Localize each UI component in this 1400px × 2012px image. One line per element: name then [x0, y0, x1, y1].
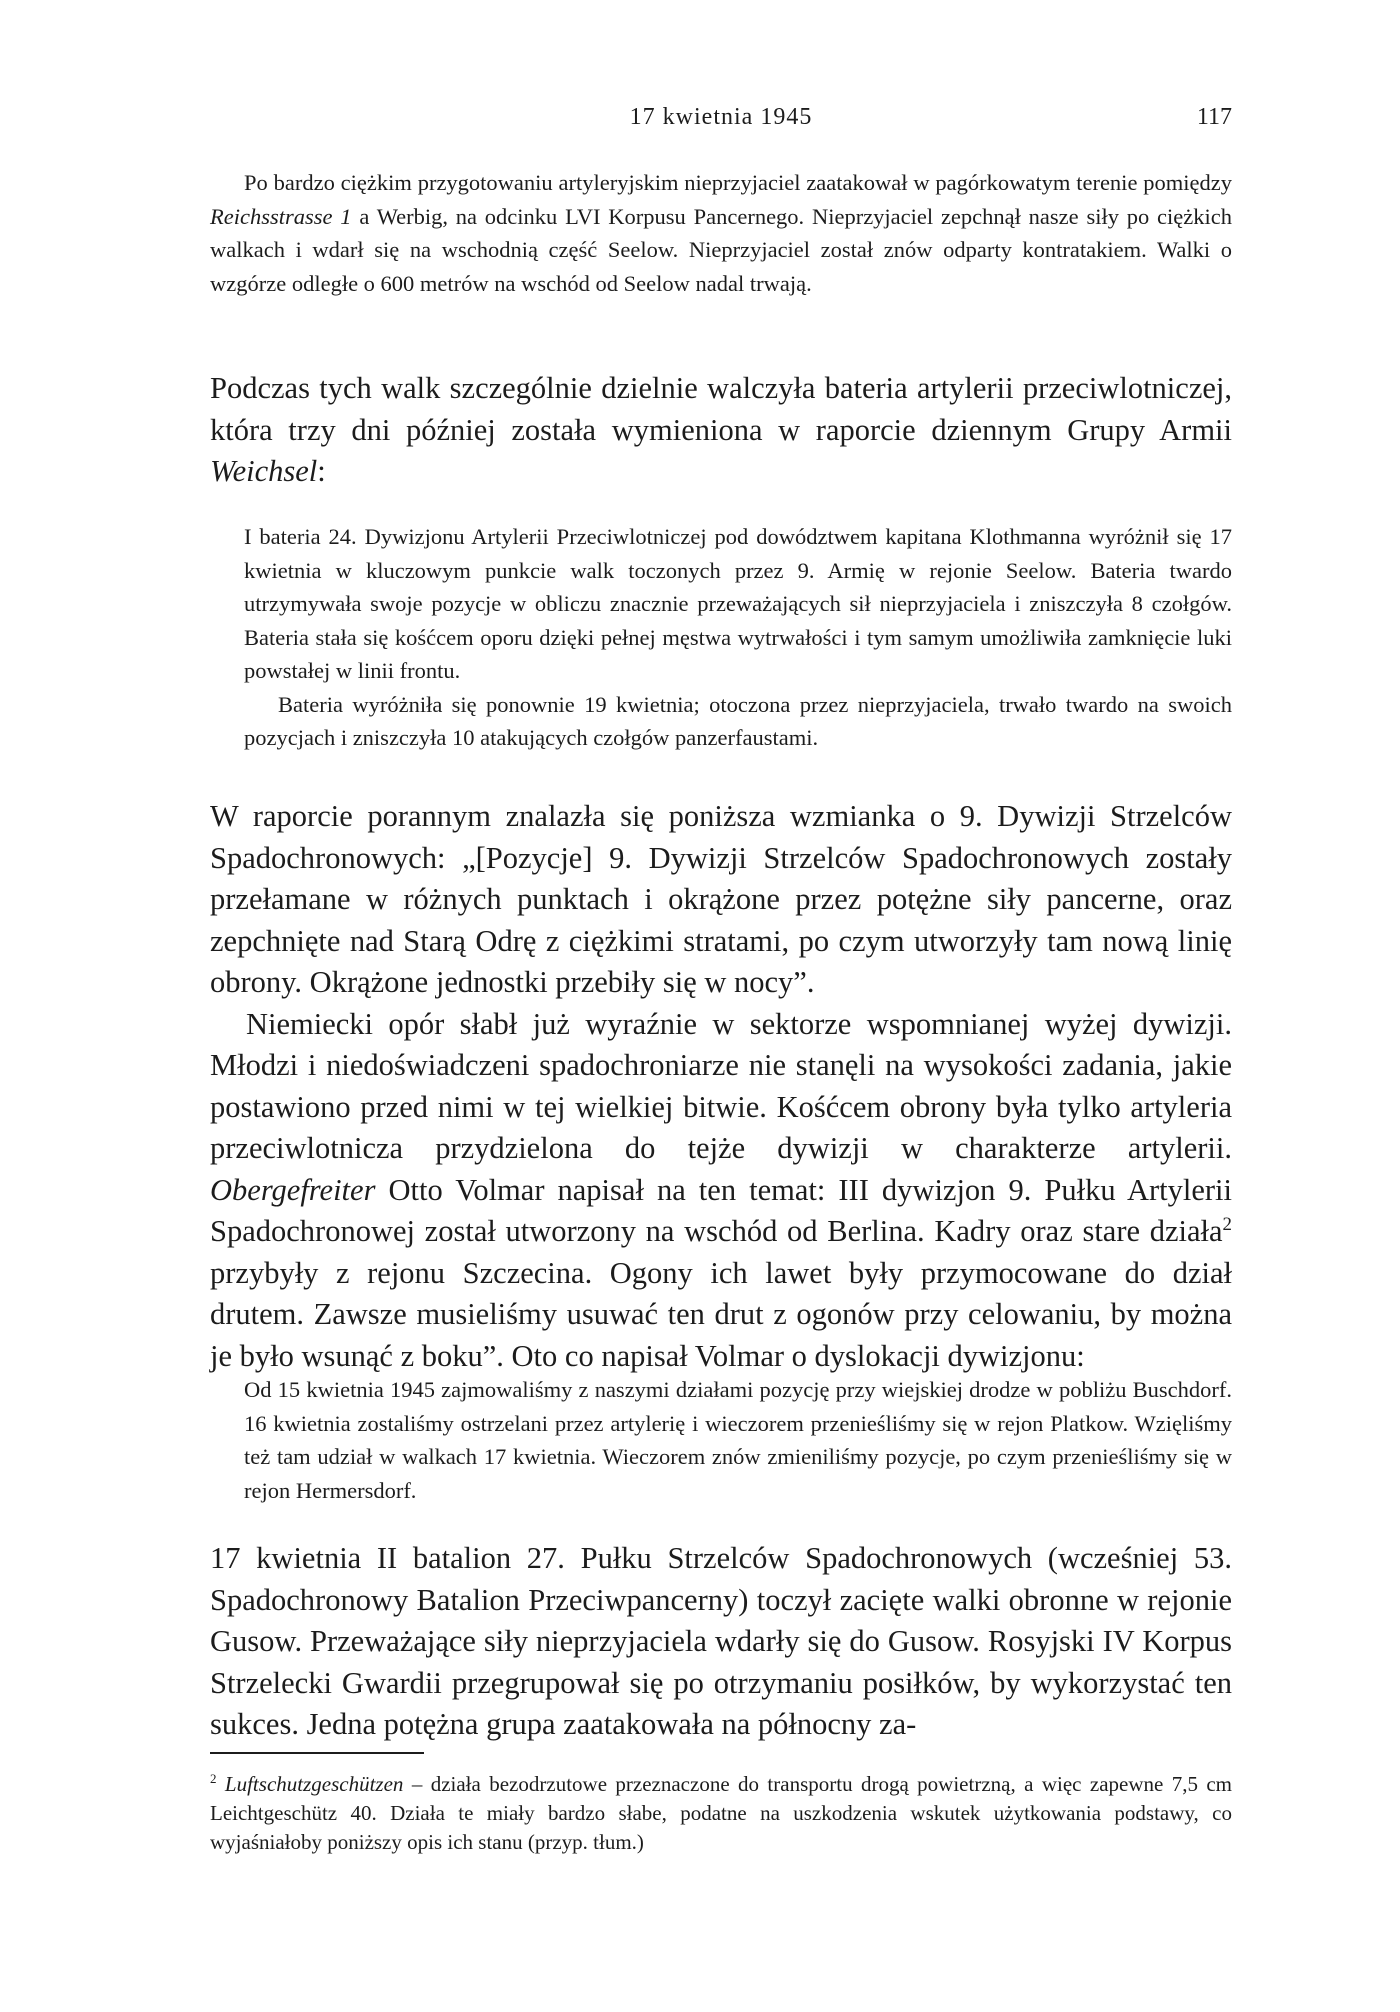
quote-paragraph: Bateria wyróżniła się ponownie 19 kwietnia; otoczona przez nieprzyjaciela, trwało twardo na swoich pozycjach i zniszczyła 10 atakujących czołgów panzerfaustami.: [244, 691, 1232, 750]
body-paragraph: Podczas tych walk szczególnie dzielnie walczyła bateria artylerii przeciwlotniczej, która trzy dni później została wymieniona w raporcie dziennym Grupy Armii Weichsel:: [210, 371, 1232, 488]
italic-term: Obergefreiter: [210, 1172, 376, 1207]
italic-term: Weichsel: [210, 454, 318, 488]
body-paragraph-1: [210, 368, 1232, 493]
block-quote-report: [210, 166, 1232, 300]
body-paragraph: Niemiecki opór słabł już wyraźnie w sektorze wspomnianej wyżej dywizji. Młodzi i niedoświadczeni spadochroniarze nie stanęli na wysokości zadania, jakie postawiono przed nimi w tej wielkiej bitwie. Kośćcem obrony była tylko artyleria przeciwlotnicza przydzielona do tejże dywizji w charakterze artylerii. Obergefreiter Otto Volmar napisał na ten temat: III dywizjon 9. Pułku Artylerii Spadochronowej został utworzony na wschód od Berlina. Kadry oraz stare działa$^2$ przybyły z rejonu Szczecina. Ogony ich lawet były przymocowane do dział drutem. Zawsze musieliśmy usuwać ten drut z ogonów przy celowaniu, by można je było wsunąć z boku”. Oto co napisał Volmar o dyslokacji dywizjonu:: [210, 1006, 1232, 1373]
footnote-reference: 2: [1222, 1213, 1232, 1235]
running-head: 17 kwietnia 1945: [629, 104, 813, 130]
quote-paragraph: Po bardzo ciężkim przygotowaniu artyleryjskim nieprzyjaciel zaatakował w pagórkowatym terenie pomiędzy Reichsstrasse 1 a Werbig, na odcinku LVI Korpusu Pancernego. Nieprzyjaciel zepchnął nasze siły po ciężkich walkach i wdarł się na wschodnią część Seelow. Nieprzyjaciel został znów odparty kontratakiem. Walki o wzgórze odległe o 600 metrów na wschód od Seelow nadal trwają.: [210, 170, 1232, 296]
page-number: 117: [1196, 104, 1232, 130]
body-paragraph-4: [210, 1538, 1232, 1746]
body-paragraph: W raporcie porannym znalazła się poniższa wzmianka o 9. Dywizji Strzelców Spadochronowych: „[Pozycje] 9. Dywizji Strzelców Spadochronowych zostały przełamane w różnych punktach i okrążone przez potężne siły pancerne, oraz zepchnięte nad Starą Odrę z ciężkimi stratami, po czym utworzyły tam nową linię obrony. Okrążone jednostki przebiły się w nocy”.: [210, 799, 1232, 999]
block-quote-volmar: [210, 1373, 1232, 1507]
body-paragraphs-2-3: [210, 796, 1232, 1377]
italic-term: Reichsstrasse 1: [210, 203, 352, 229]
footnote-number: 2: [210, 1771, 217, 1786]
page-header: [210, 104, 1232, 136]
block-quote-battery: [210, 520, 1232, 755]
footnote-divider: [210, 1752, 424, 1754]
quote-paragraph: Od 15 kwietnia 1945 zajmowaliśmy z naszymi działami pozycję przy wiejskiej drodze w pobliżu Buschdorf. 16 kwietnia zostaliśmy ostrzelani przez artylerię i wieczorem przenieśliśmy się w rejon Platkow. Wzięliśmy też tam udział w walkach 17 kwietnia. Wieczorem znów zmieniliśmy pozycje, po czym przenieśliśmy się w rejon Hermersdorf.: [244, 1377, 1232, 1503]
italic-term: Luftschutzgeschützen: [224, 1772, 404, 1796]
quote-paragraph: I bateria 24. Dywizjonu Artylerii Przeciwlotniczej pod dowództwem kapitana Klothmanna wyróżnił się 17 kwietnia w kluczowym punkcie walk toczonych przez 9. Armię w rejonie Seelow. Bateria twardo utrzymywała swoje pozycje w obliczu znacznie przeważających sił nieprzyjaciela i zniszczyła 8 czołgów. Bateria stała się kośćcem oporu dzięki pełnej męstwa wytrwałości i tym samym umożliwiła zamknięcie luki powstałej w linii frontu.: [244, 524, 1232, 683]
body-paragraph: 17 kwietnia II batalion 27. Pułku Strzelców Spadochronowych (wcześniej 53. Spadochronowy Batalion Przeciwpancerny) toczył zacięte walki obronne w rejonie Gusow. Przeważające siły nieprzyjaciela wdarły się do Gusow. Rosyjski IV Korpus Strzelecki Gwardii przegrupował się po otrzymaniu posiłków, by wykorzystać ten sukces. Jedna potężna grupa zaatakowała na północny za-: [210, 1541, 1232, 1741]
footnote: $^2$ Luftschutzgeschützen – działa bezodrzutowe przeznaczone do transportu drogą powietrzną, a więc zapewne 7,5 cm Leichtgeschütz 40. Działa te miały bardzo słabe, podatne na uszkodzenia wskutek użytkowania podstawy, co wyjaśniałoby poniższy opis ich stanu (przyp. tłum.): [210, 1771, 1233, 1854]
